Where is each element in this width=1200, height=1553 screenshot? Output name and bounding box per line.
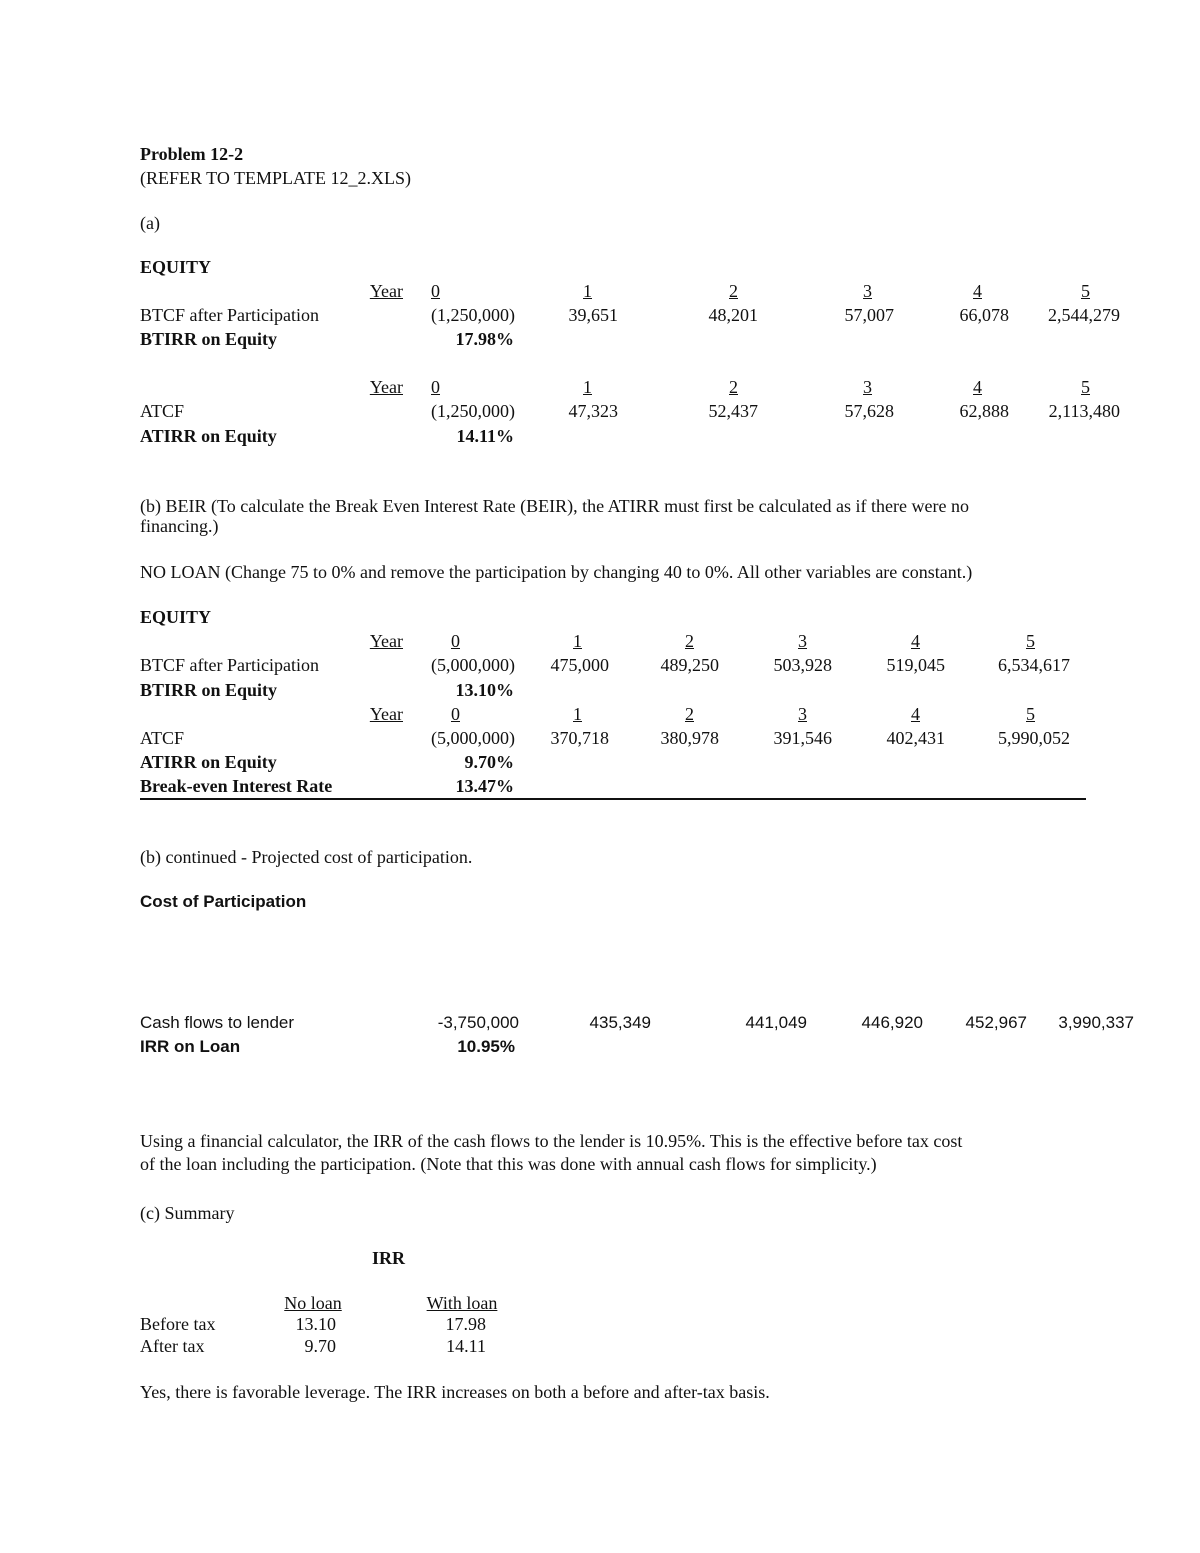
btcf-value: (1,250,000): [431, 305, 515, 325]
btcf-value: 519,045: [886, 655, 945, 675]
lender-cf-value: 441,049: [745, 1013, 807, 1032]
lender-cf-value: -3,750,000: [437, 1013, 519, 1032]
year-col-3: 3: [798, 631, 807, 651]
atcf-label: ATCF: [140, 728, 185, 748]
year-col-1: 1: [583, 377, 592, 397]
irr-on-loan-value: 10.95%: [457, 1037, 515, 1056]
atcf-value: 2,113,480: [1048, 401, 1120, 421]
atcf-value: (5,000,000): [431, 728, 515, 748]
year-col-4: 4: [973, 281, 982, 301]
atcf-value: 5,990,052: [998, 728, 1070, 748]
atirr-label: ATIRR on Equity: [140, 752, 277, 772]
lender-cf-label: Cash flows to lender: [140, 1013, 295, 1032]
atirr-value: 14.11%: [456, 426, 514, 446]
irr-table-title: IRR: [372, 1248, 406, 1268]
summary-no-loan-value: 9.70: [304, 1336, 336, 1356]
year-col-4: 4: [973, 377, 982, 397]
btcf-value: 2,544,279: [1048, 305, 1120, 325]
atcf-value: 52,437: [708, 401, 758, 421]
btcf-value: 48,201: [708, 305, 758, 325]
atcf-value: 391,546: [773, 728, 832, 748]
beir-value: 13.47%: [455, 776, 514, 796]
participation-continued: (b) continued - Projected cost of participation.: [140, 847, 473, 867]
atcf-value: (1,250,000): [431, 401, 515, 421]
year-col-5: 5: [1081, 281, 1090, 301]
summary-title: (c) Summary: [140, 1203, 235, 1223]
year-col-1: 1: [573, 704, 582, 724]
equity-heading-b: EQUITY: [140, 607, 212, 627]
calculator-note-cont: of the loan including the participation. (Note that this was done with annual cash flows for simplicity.): [140, 1154, 877, 1174]
lender-cf-value: 435,349: [589, 1013, 651, 1032]
btirr-label: BTIRR on Equity: [140, 680, 278, 700]
year-col-2: 2: [729, 281, 738, 301]
year-col-2: 2: [685, 704, 694, 724]
problem-title: Problem 12-2: [140, 144, 244, 164]
summary-no-loan-value: 13.10: [295, 1314, 336, 1334]
atcf-value: 402,431: [886, 728, 945, 748]
year-col-0: 0: [431, 281, 440, 301]
leverage-conclusion: Yes, there is favorable leverage. The IRR increases on both a before and after-tax basis.: [140, 1382, 770, 1402]
table-bottom-rule: [140, 798, 1086, 800]
btcf-value: 57,007: [844, 305, 894, 325]
btirr-value: 17.98%: [455, 329, 514, 349]
no-loan-note: NO LOAN (Change 75 to 0% and remove the participation by changing 40 to 0%. All other variables are constant.): [140, 562, 973, 582]
btcf-value: 6,534,617: [998, 655, 1070, 675]
year-col-3: 3: [798, 704, 807, 724]
cost-of-participation-heading: Cost of Participation: [140, 892, 307, 911]
year-col-5: 5: [1026, 704, 1035, 724]
btcf-value: 39,651: [568, 305, 618, 325]
summary-row-label: After tax: [140, 1336, 205, 1356]
year-col-0: 0: [451, 704, 460, 724]
atirr-value: 9.70%: [464, 752, 514, 772]
year-col-1: 1: [573, 631, 582, 651]
btcf-label: BTCF after Participation: [140, 655, 319, 675]
part-b-intro: (b) BEIR (To calculate the Break Even Interest Rate (BEIR), the ATIRR must first be calculated as if there were no: [140, 496, 969, 516]
year-col-4: 4: [911, 704, 920, 724]
year-col-3: 3: [863, 281, 872, 301]
year-label: Year: [369, 631, 403, 651]
beir-label: Break-even Interest Rate: [140, 776, 333, 796]
atcf-value: 380,978: [660, 728, 719, 748]
year-label: Year: [369, 281, 403, 301]
btcf-value: 475,000: [550, 655, 609, 675]
year-col-0: 0: [451, 631, 460, 651]
atcf-value: 62,888: [959, 401, 1009, 421]
calculator-note: Using a financial calculator, the IRR of the cash flows to the lender is 10.95%. This is the effective before tax cost: [140, 1131, 963, 1151]
year-col-0: 0: [431, 377, 440, 397]
year-col-4: 4: [911, 631, 920, 651]
equity-heading-a: EQUITY: [140, 257, 212, 277]
btcf-value: 503,928: [773, 655, 832, 675]
btcf-value: (5,000,000): [431, 655, 515, 675]
lender-cf-value: 452,967: [965, 1013, 1027, 1032]
year-col-1: 1: [583, 281, 592, 301]
year-col-5: 5: [1026, 631, 1035, 651]
part-b-intro-cont: financing.): [140, 516, 219, 536]
col-header-no-loan: No loan: [284, 1293, 342, 1313]
lender-cf-value: 3,990,337: [1058, 1013, 1134, 1032]
summary-with-loan-value: 14.11: [446, 1336, 486, 1356]
btcf-value: 489,250: [660, 655, 719, 675]
btcf-label: BTCF after Participation: [140, 305, 319, 325]
atcf-value: 57,628: [844, 401, 894, 421]
btcf-value: 66,078: [959, 305, 1009, 325]
atirr-label: ATIRR on Equity: [140, 426, 277, 446]
year-col-3: 3: [863, 377, 872, 397]
lender-cf-value: 446,920: [861, 1013, 923, 1032]
summary-with-loan-value: 17.98: [445, 1314, 486, 1334]
year-col-2: 2: [729, 377, 738, 397]
year-col-2: 2: [685, 631, 694, 651]
atcf-value: 47,323: [568, 401, 618, 421]
btirr-value: 13.10%: [455, 680, 514, 700]
year-label: Year: [369, 704, 403, 724]
part-a-label: (a): [140, 213, 160, 233]
template-reference: (REFER TO TEMPLATE 12_2.XLS): [140, 168, 412, 188]
summary-row-label: Before tax: [140, 1314, 216, 1334]
atcf-value: 370,718: [550, 728, 609, 748]
atcf-label: ATCF: [140, 401, 185, 421]
year-label: Year: [369, 377, 403, 397]
col-header-with-loan: With loan: [426, 1293, 498, 1313]
year-col-5: 5: [1081, 377, 1090, 397]
btirr-label: BTIRR on Equity: [140, 329, 278, 349]
irr-on-loan-label: IRR on Loan: [140, 1037, 241, 1056]
